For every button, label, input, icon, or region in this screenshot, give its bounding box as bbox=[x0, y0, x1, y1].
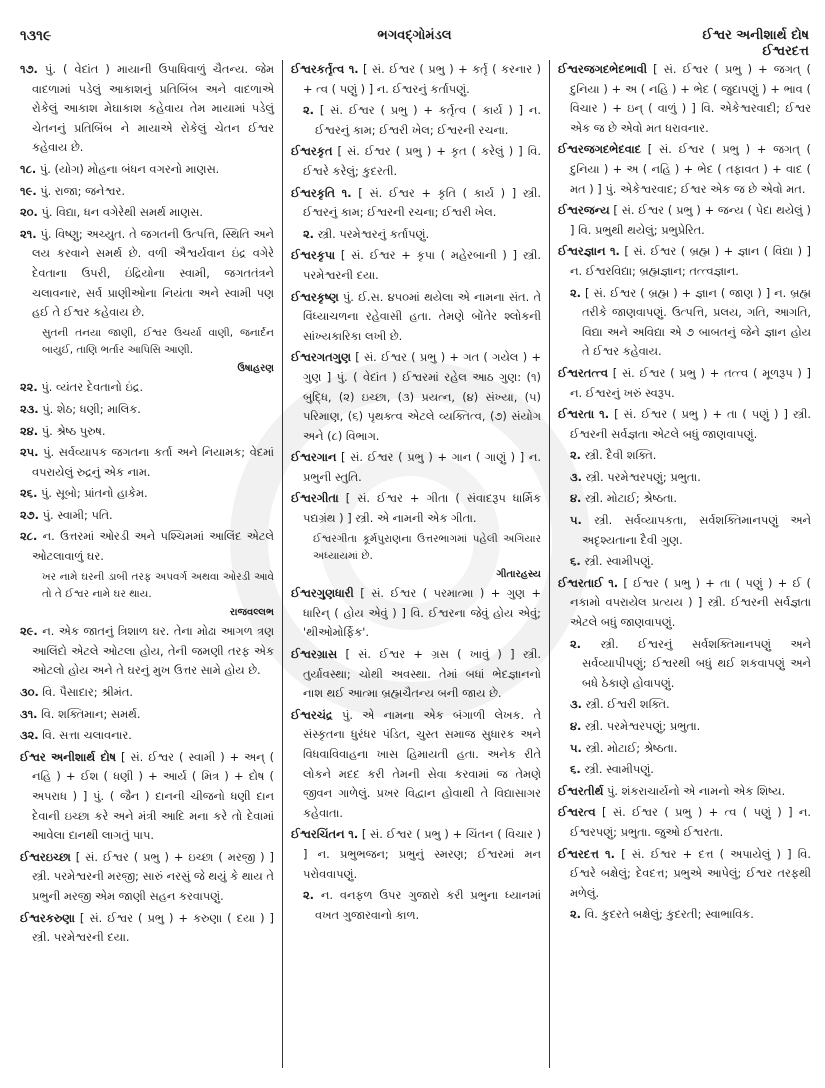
sense-text: પું. વ્યંતર દેવતાનો ઇંદ્ર. bbox=[41, 380, 144, 395]
entry-first-sense bbox=[291, 60, 541, 99]
sense-text: પું. એ નામના એક બંગાળી લેખક. તે સંસ્કૃતના ધુરંધર પંડિત, ચુસ્ત સમાજ સુધારક અને વિધવાવિવાહના ખાસ હિમાયતી હતા. અનેક રીતે લોકને મદદ કરી તેમની સેવા કરવામાં જ તેમણે જીવન ગાળેલું. પ્રખર વિદ્વાન હોવાથી તે વિદ્યાસાગર કહેવાતા. bbox=[303, 707, 542, 820]
dictionary-entry bbox=[558, 242, 811, 362]
headword: ઈશ્વરજન્ય bbox=[558, 203, 610, 218]
sense-text: વિ. કુદરતે બક્ષેલું; કુદરતી; સ્વાભાવિક. bbox=[584, 907, 754, 922]
dictionary-entry bbox=[558, 364, 811, 403]
left-column bbox=[20, 60, 282, 1068]
dictionary-entry bbox=[291, 60, 541, 140]
sense bbox=[20, 484, 274, 504]
sense-text: સ્ત્રી. પરમેશ્વરપણું; પ્રભુતા. bbox=[585, 719, 701, 733]
sense bbox=[20, 705, 274, 725]
sense-text: [ સં. ઈશ્વર + દત્ત ( અપાયેલું ) ] વિ. ઈશ્વરે બક્ષેલું; દેવદત્ત; પ્રભુએ આપેલું; ઈશ્વર તરફથી મળેલું. bbox=[570, 846, 812, 900]
headword: ઈશ્વરકૃપા bbox=[291, 248, 336, 263]
entry-first-sense bbox=[291, 184, 541, 223]
sense bbox=[558, 717, 811, 737]
sense-text: [ સં. ઈશ્વર ( પરમાત્મા ) + ગુણ + ધારિન્ ( હોય એવું ) ] વિ. ઈશ્વરના જેવું હોય એવું; 'થીઓમોર્ફિક'. bbox=[303, 586, 541, 640]
sense-number: ૩૧. bbox=[20, 706, 38, 721]
sense-text: [ સં. ઈશ્વર ( બ્રહ્મ ) + જ્ઞાન ( જાણ ) ] ન. બ્રહ્મ તરીકે જાણવાપણું. ઉત્પત્તિ, પ્રલય, ગતિ, આગતિ, વિદ્યા અને અવિદ્યા એ ૭ બાબતનું જેને જ્ઞાન હોય તે ઈશ્વર કહેવાય. bbox=[582, 285, 811, 359]
headword: ઈશ્વરતત્ત્વ bbox=[558, 365, 608, 380]
entry-first-sense bbox=[291, 645, 541, 704]
sense-number: ૫. bbox=[570, 740, 582, 755]
dictionary-entry bbox=[291, 825, 541, 925]
dictionary-entry bbox=[20, 748, 274, 846]
dictionary-entry bbox=[291, 184, 541, 245]
sense-text: [ સં. ઈશ્વર ( પ્રભુ ) + ત્વ ( પણું ) ] ન. ઈશ્વરપણું; પ્રભુતા. જુઓ ઈશ્વરતા. bbox=[570, 805, 812, 839]
sense-number: ૩. bbox=[570, 469, 582, 484]
entry-first-sense bbox=[291, 142, 541, 181]
headword: ઈશ્વરચંદ્ર bbox=[291, 707, 333, 722]
sense bbox=[20, 622, 274, 681]
sense bbox=[558, 552, 811, 572]
guide-words bbox=[702, 28, 809, 60]
entry-first-sense bbox=[558, 803, 811, 842]
entry-first-sense bbox=[558, 201, 811, 240]
entry-first-sense bbox=[291, 825, 541, 884]
sense-text: ન. ઉત્તરમાં ઓરડી અને પશ્ચિમમાં આલિંદ એટલે ઓટલાવાળું ઘર. bbox=[32, 529, 274, 564]
headword: ઈશ્વરકૃતિ bbox=[291, 185, 335, 200]
sense-text: [ સં. ઈશ્વર + કૃપા ( મહેરબાની ) ] સ્ત્રી. પરમેશ્વરની દયા. bbox=[303, 248, 542, 282]
sense-text: [ સં. ઈશ્વર ( પ્રભુ ) + જગત્ ( દુનિયા ) + અ ( નહિ ) + ભેદ ( તફાવત ) + વાદ ( મત ) ] પું. એકેશ્વરવાદ; ઈશ્વર એક જ છે એવો મત. bbox=[570, 142, 812, 196]
dictionary-entry bbox=[291, 489, 541, 584]
sense-text: પું. ( વેદાંત ) માયાની ઉપાધિવાળું ચૈતન્ય. જેમ વાદળામાં પડેલું આકાશનું પ્રતિબિંબ અને વાદળાએ રોકેલું આકાશ મેઘાકાશ કહેવાય તેમ માયામાં પડેલું ચેતનનું પ્રતિબિંબ ને માયાએ રોકેલું ચેતન ઈશ્વર કહેવાય છે. bbox=[32, 62, 274, 155]
sense-text: વિ. શક્તિમાન; સમર્થ. bbox=[41, 706, 141, 721]
sense-text: વિ. સત્તા ચલાવનાર. bbox=[42, 728, 132, 743]
sense-text: સ્ત્રી. સર્વવ્યાપકતા, સર્વશક્તિમાનપણું અને અદૃશ્યતાના દૈવી ગુણ. bbox=[582, 513, 811, 547]
sense-number: ૩૦. bbox=[20, 685, 39, 700]
entry-first-sense bbox=[291, 489, 541, 528]
citation-quote: ઈશ્વરગીતા કૂર્મપુરાણના ઉત્તરભાગમાં પહેલી અગિયાર અધ્યાયમાં છે. bbox=[313, 532, 541, 562]
page-number: ૧૩૧૯ bbox=[20, 28, 52, 44]
dictionary-entry bbox=[558, 140, 811, 199]
sense-text: પું. શેઠ; ધણી; માલિક. bbox=[42, 401, 141, 416]
sense-text: [ સં. ઈશ્વર ( પ્રભુ ) + કર્તૃત્વ ( કાર્ય ) ] ન. ઈશ્વરનું કામ; ઈશ્વરી ખેલ; ઈશ્વરની રચના. bbox=[315, 103, 541, 137]
sense-text: [ સં. ઈશ્વર ( પ્રભુ ) + કર્તૃ ( કરનાર ) + ત્વ ( પણું ) ] ન. ઈશ્વરનું કર્તાપણું. bbox=[303, 62, 541, 96]
sense bbox=[558, 695, 811, 715]
dictionary-entry bbox=[558, 845, 811, 925]
sense-number: ૪. bbox=[570, 719, 582, 733]
dictionary-columns bbox=[20, 60, 811, 1068]
sense-text: [ સં. ઈશ્વર ( પ્રભુ ) + ગાન ( ગાણું ) ] ન. પ્રભુની સ્તુતિ. bbox=[303, 450, 541, 484]
sense-text: પું. વિષ્ણુ; અચ્યુત. તે જગતની ઉત્પત્તિ, સ્થિતિ અને લય કરવાને સમર્થ છે. વળી ઐશ્વર્યવાન ઇંદ્ર વગેરે દેવતાના ઉપરી, ઇંદ્રિયોના સ્વામી, જગતતંત્રને ચલાવનાર, સર્વ પ્રાણીઓના નિયંતા અને સ્વામી પણ હઈ તે ઈશ્વર કહેવાય છે. bbox=[32, 226, 274, 320]
sense-number: ૨. bbox=[570, 448, 582, 463]
sense bbox=[20, 443, 274, 482]
dictionary-entry bbox=[291, 288, 541, 347]
dictionary-entry bbox=[558, 405, 811, 572]
sense-text: સ્ત્રી. સ્વામીપણું. bbox=[584, 554, 654, 569]
sense-number: ૧૮. bbox=[20, 161, 37, 176]
running-title: ભગવદ્ગોમંડલ bbox=[377, 28, 452, 43]
entry-text: [ સં. ઈશ્વર ( પ્રભુ ) + કરુણા ( દયા ) ] સ્ત્રી. પરમેશ્વરની દયા. bbox=[32, 910, 274, 945]
sense-text: વિ. પૈસાદાર; શ્રીમંત. bbox=[42, 685, 133, 700]
headword: ઈશ્વરજગદભેદભાવી bbox=[558, 62, 647, 76]
sense bbox=[20, 182, 274, 202]
sense-text: [ સં. ઈશ્વર + ગીતા ( સંવાદરૂપ ધાર્મિક પદ્યગ્રંથ ) ] સ્ત્રી. એ નામની એક ગીતા. bbox=[303, 491, 542, 526]
headword: ઈશ્વરગીતા bbox=[291, 491, 339, 506]
sense bbox=[20, 60, 274, 158]
sense-text: પું. શંકરાચાર્યનો એ નામનો એક શિષ્ય. bbox=[606, 783, 786, 798]
headword: ઈશ્વરકર્તૃત્વ bbox=[291, 62, 345, 76]
headword: ઈશ્વરત્વ bbox=[558, 805, 596, 820]
sense-number: ૧. bbox=[348, 827, 359, 842]
headword: ઈશ્વરતીર્થ bbox=[558, 783, 604, 798]
headword: ઈશ્વરકૃષ્ણ bbox=[291, 289, 339, 304]
dictionary-entry bbox=[291, 142, 541, 181]
sense-text: સ્ત્રી. મોટાઈ; શ્રેષ્ઠતા. bbox=[585, 491, 678, 506]
page-header bbox=[20, 28, 809, 58]
headword: ઈશ્વરતા bbox=[558, 407, 595, 422]
sense-text: [ સં. ઈશ્વર ( બ્રહ્મ ) + જ્ઞાન ( વિદ્યા ) ] ન. ઈશ્વરવિદ્યા; બ્રહ્મજ્ઞાન; તત્ત્વજ્ઞાન. bbox=[570, 244, 812, 278]
sense-text: પું. રાજા; જનેશ્વર. bbox=[40, 183, 126, 198]
sense bbox=[558, 489, 811, 509]
sense-number: ૨૭. bbox=[20, 507, 39, 522]
sense bbox=[20, 203, 274, 223]
entry-first-sense bbox=[291, 706, 541, 824]
sense-text: ન. એક જાતનું ત્રિશાળ ઘર. તેના મોઢા આગળ ત્રણ આલિંદો એટલે ઓટલા હોય, તેની જમણી તરફ એક ઓટલો હોય અને તે ઘરનું મુખ ઉત્તર સામે હોય છે. bbox=[32, 624, 275, 678]
sense-text: સ્ત્રી. મોટાઈ; શ્રેષ્ઠતા. bbox=[585, 740, 678, 755]
sense-number: ૧. bbox=[608, 575, 619, 590]
headword: ઈશ્વરચિંતન bbox=[291, 827, 345, 842]
citation-source: ગીતારહસ્ય bbox=[496, 568, 541, 580]
dictionary-entry bbox=[558, 782, 811, 802]
sense-text: સ્ત્રી. ઈશ્વરી શક્તિ. bbox=[585, 697, 670, 712]
dictionary-entry bbox=[291, 448, 541, 487]
sense-text: [ સં. ઈશ્વર ( પ્રભુ ) + ચિંતન ( વિચાર ) ] ન. પ્રભુભજન; પ્રભુનું સ્મરણ; ઈશ્વરમાં મન પરોવવાપણું. bbox=[303, 827, 542, 881]
entry-first-sense bbox=[558, 364, 811, 403]
entry-first-sense bbox=[558, 60, 811, 138]
citation-quote: ખર નામે ઘરની ડાબી તરફ અપવર્ગ અથવા ઓરડી આવે તો તે ઈશ્વર નામે ઘર થાય. bbox=[42, 570, 274, 600]
sense-text: સ્ત્રી. દૈવી શક્તિ. bbox=[584, 448, 657, 463]
headword: ઈશ્વરકૃત bbox=[291, 144, 333, 159]
sense-text: [ સં. ઈશ્વર ( પ્રભુ ) + જગત્ ( દુનિયા ) + અ ( નહિ ) + ભેદ ( જુદાપણું ) + ભાવ ( વિચાર ) + ઇન્ ( વાળું ) ] વિ. એકેશ્વરવાદી; ઈશ્વર એક જ છે એવો મત ધરાવનાર. bbox=[570, 62, 811, 135]
entry-first-sense bbox=[558, 845, 811, 904]
headword: ઈશ્વરજગદભેદવાદ bbox=[558, 142, 641, 157]
entry-text: [ સં. ઈશ્વર ( સ્વામી ) + અન્ ( નહિ ) + ઈશ ( ધણી ) + આર્ય ( મિત્ર ) + દોષ ( અપરાધ ) ] પું. ( જૈન ) દાનની ચીજનો ધણી દાન દેવાની ઇચ્છા કરે અને મંત્રી આદિ મના કરે તો દેવામાં આવેલા દાનથી લાગતું પાપ. bbox=[32, 749, 275, 843]
dictionary-entry bbox=[558, 574, 811, 780]
sense-number: ૧૯. bbox=[20, 183, 37, 198]
sense-text: સ્ત્રી. પરમેશ્વરપણું; પ્રભુતા. bbox=[585, 469, 701, 484]
sense-number: ૨૫. bbox=[20, 445, 39, 460]
dictionary-entry bbox=[558, 803, 811, 842]
sense-number: ૨૪. bbox=[20, 423, 39, 438]
entry-first-sense bbox=[291, 288, 541, 347]
entry-first-sense bbox=[291, 348, 541, 446]
sense bbox=[291, 886, 541, 925]
guide-word-last: ઈશ્વરદત્ત bbox=[762, 44, 809, 59]
sense-text: ન. વનફળ ઉપર ગુજારો કરી પ્રભુના ધ્યાનમાં વખત ગુજારવાનો કાળ. bbox=[315, 888, 541, 922]
sense-number: ૧. bbox=[341, 185, 352, 200]
dictionary-entry bbox=[20, 848, 274, 907]
sense-text: પું. ઈ.સ. ૪૫૦માં થયેલા એ નામના સંત. તે વિંધ્યાચળના રહેવાસી હતા. તેમણે બોંતેર શ્લોકની સાંખ્યકારિકા લખી છે. bbox=[303, 289, 542, 343]
guide-word-first: ઈશ્વર અનીશાર્થ દોષ bbox=[702, 28, 809, 43]
dictionary-entry bbox=[291, 645, 541, 704]
sense-number: ૨. bbox=[303, 888, 315, 903]
sense-number: ૨૨. bbox=[20, 380, 38, 395]
sense-number: ૬. bbox=[570, 762, 581, 777]
dictionary-entry bbox=[291, 348, 541, 446]
sense-number: ૨. bbox=[570, 636, 582, 651]
sense-number: ૬. bbox=[570, 554, 581, 569]
headword: ઈશ્વરજ્ઞાન bbox=[558, 244, 606, 259]
sense bbox=[20, 160, 274, 180]
sense-text: [ સં. ઈશ્વર + કૃતિ ( કાર્ય ) ] સ્ત્રી. ઈશ્વરનું કામ; ઈશ્વરની રચના; ઈશ્વરી ખેલ. bbox=[303, 185, 541, 220]
headword: ઈશ્વરગ્રાસ bbox=[291, 647, 338, 662]
entry-first-sense bbox=[291, 584, 541, 643]
sense-text: પું. સૂબો; પ્રાંતનો હાકેમ. bbox=[41, 486, 148, 501]
sense bbox=[558, 739, 811, 759]
sense-number: ૩. bbox=[570, 697, 582, 712]
sense-text: [ સં. ઈશ્વર ( પ્રભુ ) + ગત ( ગયેલ ) + ગુણ ] પું. ( વેદાંત ) ઈશ્વરમાં રહેલ આઠ ગુણ: (૧) બુદ્ધિ, (૨) ઇચ્છા, (૩) પ્રયત્ન, (૪) સંખ્યા, (૫) પરિમાણ, (૬) પૃથક્ત્વ એટલે વ્યક્તિત્વ, (૭) સંયોગ અને (૮) વિભાગ. bbox=[303, 350, 541, 443]
sense-number: ૧. bbox=[609, 244, 620, 259]
entry-first-sense bbox=[558, 782, 811, 802]
headword: ઈશ્વરગતગુણ bbox=[291, 350, 351, 365]
sense-number: ૨૧. bbox=[20, 226, 37, 241]
sense-text: [ સં. ઈશ્વર ( પ્રભુ ) + તત્ત્વ ( મૂળરૂપ ) ] ન. ઈશ્વરનું ખરું સ્વરૂપ. bbox=[570, 365, 811, 400]
headword: ઈશ્વરગાન bbox=[291, 450, 337, 465]
sense-text: પું. શ્રેષ્ઠ પુરુષ. bbox=[41, 423, 106, 438]
sense bbox=[558, 511, 811, 550]
sense bbox=[291, 101, 541, 140]
sense-number: ૨૩. bbox=[20, 401, 39, 416]
sense-number: ૨. bbox=[570, 285, 582, 300]
sense-number: ૩૨. bbox=[20, 728, 39, 743]
sense-text: પું. વિદ્યા, ધન વગેરેથી સમર્થ માણસ. bbox=[41, 205, 204, 220]
sense-number: ૧૭. bbox=[20, 62, 38, 76]
sense-number: ૧. bbox=[605, 846, 615, 861]
citation-quote: સુતની તનયા જાણી, ઈશ્વર ઉચર્યા વાણી, જનાર્દન બાયુઈ, તાણિ ભર્તાર આપિસિ આણી. bbox=[42, 326, 274, 356]
sense-text: સ્ત્રી. સ્વામીપણું. bbox=[584, 762, 654, 777]
headword: ઈશ્વરગુણધારી bbox=[291, 586, 354, 601]
dictionary-entry bbox=[20, 909, 274, 948]
sense-number: ૨૬. bbox=[20, 486, 38, 501]
sense-number: ૨. bbox=[570, 907, 582, 922]
sense-text: [ સં. ઈશ્વર ( પ્રભુ ) + કૃત ( કરેલું ) ] વિ. ઈશ્વરે કરેલું; કુદરતી. bbox=[303, 144, 542, 178]
citation-source: ઉષાહરણ bbox=[237, 362, 274, 374]
middle-column bbox=[282, 60, 550, 1068]
sense bbox=[20, 422, 274, 442]
right-column bbox=[550, 60, 811, 1068]
sense-number: ૨૦. bbox=[20, 205, 38, 220]
entry-text: [ સં. ઈશ્વર ( પ્રભુ ) + ઇચ્છા ( મરજી ) ] સ્ત્રી. પરમેશ્વરની મરજી; સારું નરસું જે થયું કે થાય તે પ્રભુની મરજી એમ જાણી સહન કરવાપણું. bbox=[32, 849, 274, 903]
sense-text: પું. (યોગ) મોહના બંધન વગરનો માણસ. bbox=[39, 161, 220, 176]
sense-text: [ સં. ઈશ્વર ( પ્રભુ ) + તા ( પણું ) ] સ્ત્રી. ઈશ્વરની સર્વજ્ઞતા એટલે બધું જાણવાપણું. bbox=[570, 407, 812, 441]
sense bbox=[558, 760, 811, 780]
sense bbox=[558, 446, 811, 466]
sense bbox=[558, 284, 811, 362]
entry-first-sense bbox=[558, 242, 811, 281]
sense-text: [ સં. ઈશ્વર ( પ્રભુ ) + જન્ય ( પેદા થયેલું ) ] વિ. પ્રભુથી થયેલું; પ્રભુપ્રેરિત. bbox=[570, 203, 811, 237]
sense-text: [ ઈશ્વર ( પ્રભુ ) + તા ( પણું ) + ઈ ( નકામો વપરાયેલ પ્રત્યય ) ] સ્ત્રી. ઈશ્વરની સર્વજ્ઞતા એટલે બધું જાણવાપણું. bbox=[570, 575, 811, 630]
dictionary-entry bbox=[291, 584, 541, 643]
sense-number: ૨. bbox=[303, 226, 315, 241]
sense-number: ૨. bbox=[303, 103, 315, 118]
headword: ઈશ્વરદત્ત bbox=[558, 846, 599, 861]
sense bbox=[20, 225, 274, 323]
entry-first-sense bbox=[291, 246, 541, 285]
sense bbox=[558, 905, 811, 925]
sense bbox=[20, 506, 274, 526]
sense-text: પું. સર્વવ્યાપક જગતના કર્તા અને નિયામક; વેદમાં વપરાયેલું રુદ્રનું એક નામ. bbox=[32, 445, 274, 479]
sense-text: [ સં. ઈશ્વર + ગ્રસ ( ખાવું ) ] સ્ત્રી. તુર્યાવસ્થા; ચોથી અવસ્થા. તેમાં બધાં ભેદજ્ઞાનનો નાશ થઈ આત્મા બ્રહ્મચૈતન્ય બની જાય છે. bbox=[303, 647, 542, 701]
sense-number: ૫. bbox=[570, 513, 582, 528]
sense-number: ૧. bbox=[599, 407, 610, 422]
sense bbox=[20, 683, 274, 703]
sense bbox=[558, 635, 811, 694]
citation-source: રાજવલ્લભ bbox=[229, 606, 274, 618]
sense bbox=[20, 527, 274, 566]
entry-first-sense bbox=[291, 448, 541, 487]
sense bbox=[20, 726, 274, 746]
sense bbox=[291, 225, 541, 245]
headword: ઈશ્વરકરુણા bbox=[20, 910, 75, 925]
entry-first-sense bbox=[558, 574, 811, 633]
sense-number: ૪. bbox=[570, 491, 582, 506]
headword: ઈશ્વરઇચ્છા bbox=[20, 849, 71, 864]
dictionary-entry bbox=[558, 60, 811, 138]
sense-number: ૧. bbox=[348, 62, 359, 76]
entry-first-sense bbox=[558, 405, 811, 444]
sense bbox=[558, 468, 811, 488]
sense-text: સ્ત્રી. ઈશ્વરનું સર્વશક્તિમાનપણું અને સર્વવ્યાપીપણું; ઈશ્વરથી બધું થઈ શકવાપણું અને બધે ઠેકાણે હોવાપણું. bbox=[582, 636, 811, 690]
sense bbox=[20, 378, 274, 398]
headword: ઈશ્વર અનીશાર્થ દોષ bbox=[20, 749, 117, 764]
sense-text: સ્ત્રી. પરમેશ્વરનું કર્તાપણું. bbox=[317, 226, 430, 241]
entry-first-sense bbox=[558, 140, 811, 199]
sense-number: ૨૯. bbox=[20, 624, 38, 639]
sense bbox=[20, 400, 274, 420]
sense-number: ૨૮. bbox=[20, 529, 38, 544]
dictionary-entry bbox=[291, 706, 541, 824]
dictionary-entry bbox=[558, 201, 811, 240]
dictionary-entry bbox=[291, 246, 541, 285]
sense-text: પું. સ્વામી; પતિ. bbox=[42, 507, 113, 522]
headword: ઈશ્વરતાઈ bbox=[558, 575, 603, 590]
